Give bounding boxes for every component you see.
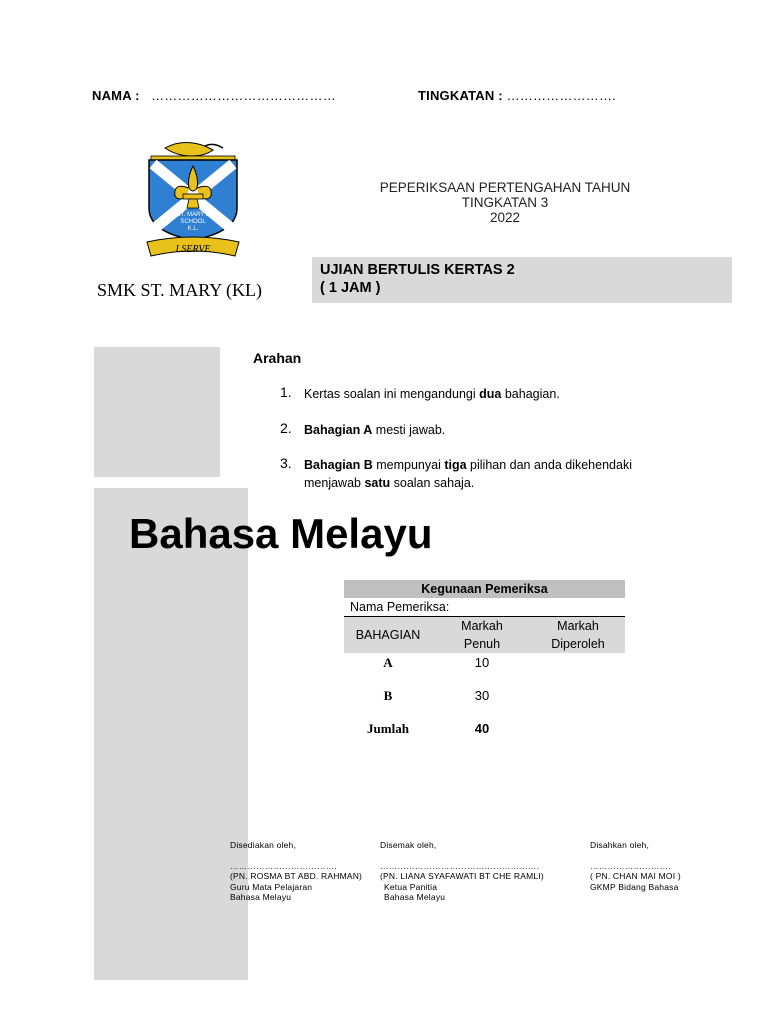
row-full-total: 40 xyxy=(474,721,490,736)
instruction-text: bahagian. xyxy=(501,387,560,401)
instruction-text: soalan sahaja. xyxy=(390,476,475,490)
col-markah-diperoleh-1: Markah xyxy=(557,619,599,633)
form-field xyxy=(418,88,616,103)
form-label: TINGKATAN : xyxy=(418,88,503,103)
instruction-emphasis: tiga xyxy=(444,458,467,472)
row-full-b: 30 xyxy=(474,688,490,703)
signature-checked xyxy=(380,840,544,903)
name-label: NAMA : xyxy=(92,88,140,103)
crest-text-2: SCHOOL xyxy=(180,219,206,225)
name-blank: …………………………………… xyxy=(151,88,336,103)
col-markah-penuh-1: Markah xyxy=(461,619,503,633)
signature-line: ………………………………. xyxy=(230,860,337,871)
exam-heading xyxy=(340,180,670,225)
signature-title: Ketua Panitia xyxy=(384,881,438,892)
school-name: SMK ST. MARY (KL) xyxy=(97,280,263,300)
crest-text-1: ST. MARY'S xyxy=(176,212,210,218)
table-body xyxy=(344,653,625,763)
row-part-b: B xyxy=(383,688,393,703)
instruction-number: 2. xyxy=(280,420,292,436)
signature-subject: Bahasa Melayu xyxy=(230,892,292,902)
signature-title: Guru Mata Pelajaran xyxy=(230,881,313,892)
signature-subject: Bahasa Melayu xyxy=(384,892,446,902)
instruction-item xyxy=(280,420,684,439)
table-title: Kegunaan Pemeriksa xyxy=(344,580,625,598)
instruction-item xyxy=(280,384,684,403)
instruction-emphasis: dua xyxy=(479,387,502,401)
signature-title: GKMP Bidang Bahasa xyxy=(590,881,679,892)
instruction-number: 1. xyxy=(280,384,292,400)
paper-title-box xyxy=(312,257,732,303)
name-field xyxy=(92,88,336,103)
instruction-emphasis: satu xyxy=(364,476,391,490)
signature-line: ………………………………………………. xyxy=(380,860,540,871)
paper-title: UJIAN BERTULIS KERTAS 2 xyxy=(320,262,515,278)
instruction-item xyxy=(280,455,684,492)
side-panel-top xyxy=(94,347,220,477)
row-part-a: A xyxy=(383,655,393,670)
signature-name: (PN. ROSMA BT ABD. RAHMAN) xyxy=(230,871,363,881)
exam-form: TINGKATAN 3 xyxy=(461,195,549,210)
instructions-title: Arahan xyxy=(253,350,302,366)
signature-name: ( PN. CHAN MAI MOI ) xyxy=(590,871,681,881)
exam-year: 2022 xyxy=(489,210,521,225)
row-full-a: 10 xyxy=(474,655,490,670)
form-blank: ……………………. xyxy=(506,88,616,103)
signature-approved xyxy=(590,840,681,892)
signature-role: Disemak oleh, xyxy=(380,840,437,850)
instruction-emphasis: Bahagian A xyxy=(304,423,373,437)
signature-prepared xyxy=(230,840,362,903)
examiner-marks-table xyxy=(344,580,625,763)
signature-role: Disediakan oleh, xyxy=(230,840,297,850)
signature-role: Disahkan oleh, xyxy=(590,840,650,850)
subject-name: Bahasa Melayu xyxy=(129,510,433,557)
table-header-row xyxy=(344,617,625,653)
instruction-text: Kertas soalan ini mengandungi xyxy=(304,387,480,401)
paper-duration: ( 1 JAM ) xyxy=(320,280,381,296)
signature-name: (PN. LIANA SYAFAWATI BT CHE RAMLI) xyxy=(380,871,544,881)
instruction-number: 3. xyxy=(280,455,292,471)
col-markah-penuh-2: Penuh xyxy=(463,637,501,651)
signature-line: ………………………. xyxy=(590,860,671,871)
instruction-text: mesti jawab. xyxy=(372,423,446,437)
instruction-emphasis: Bahagian B xyxy=(304,458,373,472)
instruction-text: pilihan dan anda dikehendaki menjawab xyxy=(304,458,632,490)
col-bahagian: BAHAGIAN xyxy=(355,628,421,642)
examiner-name-label: Nama Pemeriksa: xyxy=(344,598,625,617)
exam-title: PEPERIKSAAN PERTENGAHAN TAHUN xyxy=(379,180,631,195)
school-crest-logo xyxy=(143,136,243,260)
instruction-text: mempunyai xyxy=(372,458,445,472)
col-markah-diperoleh-2: Diperoleh xyxy=(551,637,605,651)
crest-text-3: K.L. xyxy=(187,226,199,232)
crest-motto: I SERVE xyxy=(175,244,211,255)
row-part-total: Jumlah xyxy=(367,721,409,736)
